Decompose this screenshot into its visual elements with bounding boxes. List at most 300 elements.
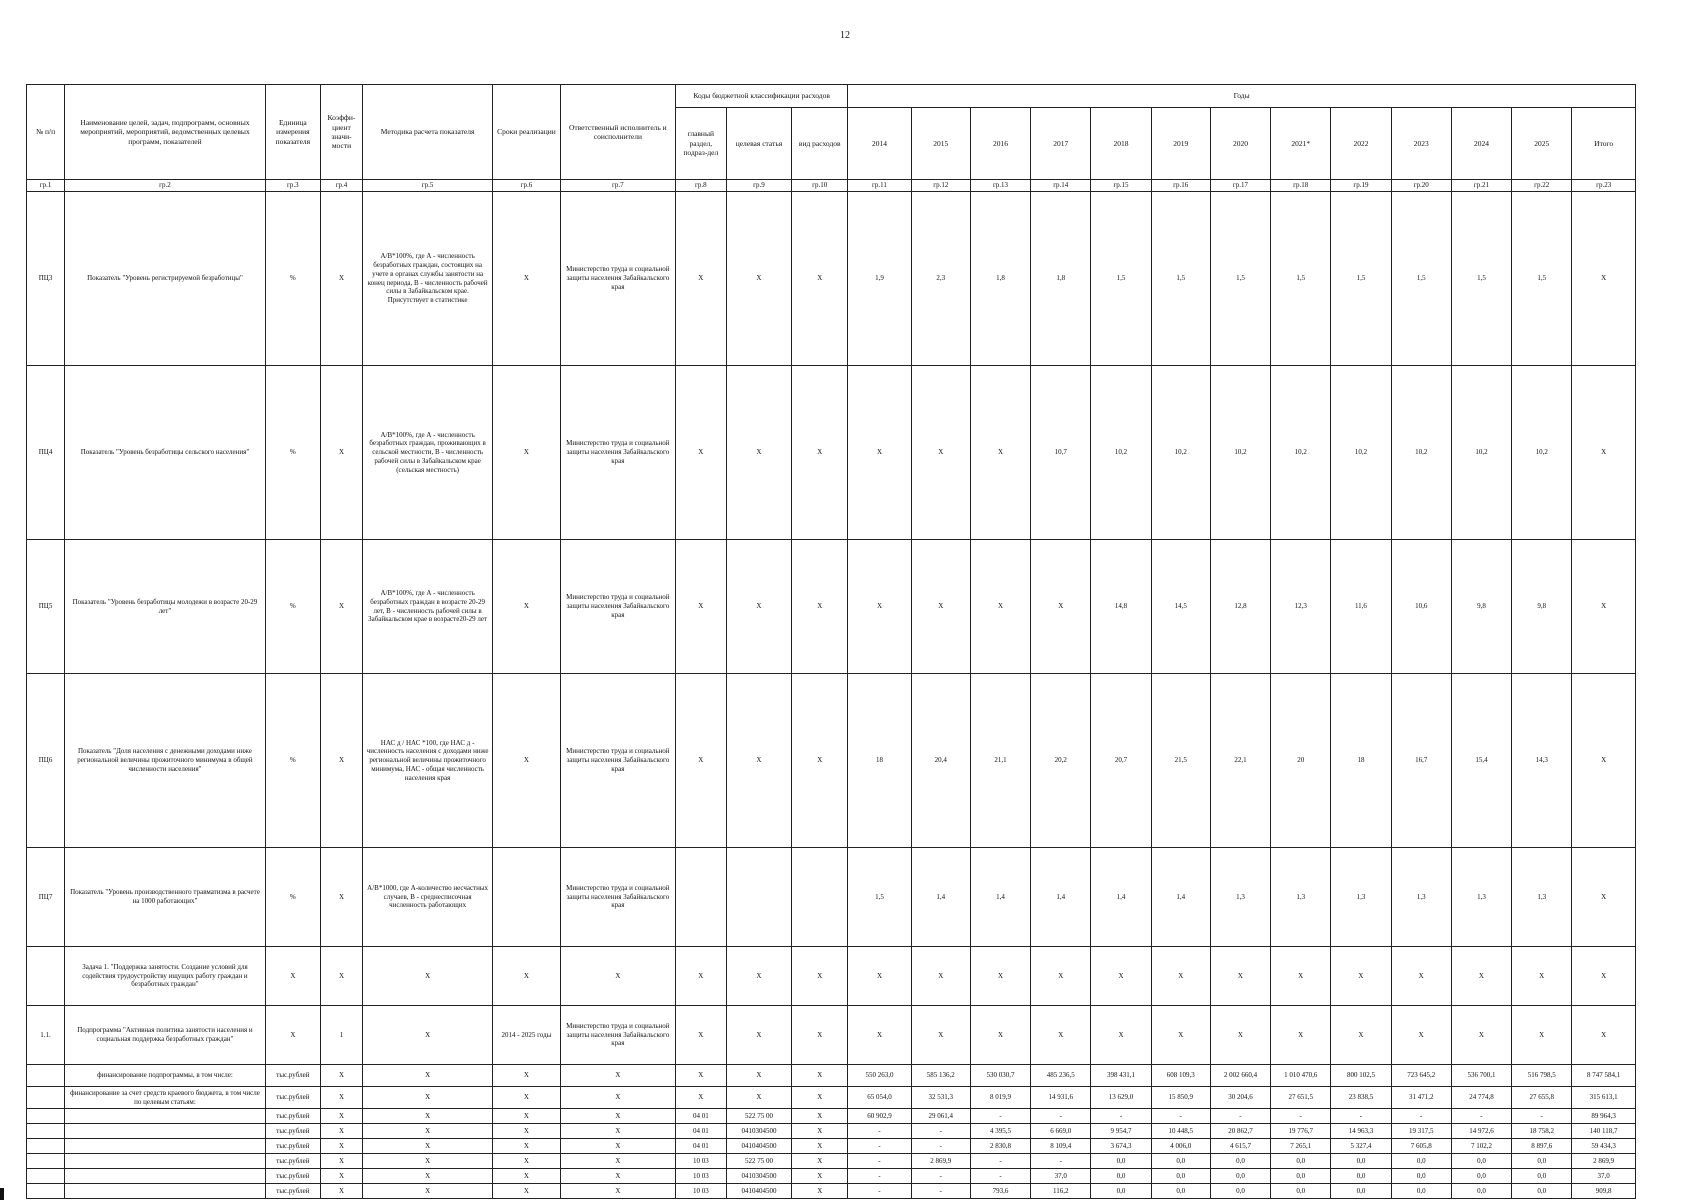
finance-cell: X [675,1065,726,1087]
finance-detail-value: 14 963,3 [1331,1124,1391,1139]
finance-unit: тыс.рублей [265,1087,320,1109]
finance-detail-cell: X [560,1184,675,1199]
finance-detail-row [27,1169,1636,1184]
indicator-name: Показатель "Уровень регистрируемой безработицы" [65,192,266,366]
group-number-cell: гр.12 [911,180,970,192]
finance-total-row [27,1065,1636,1087]
indicator-kbk: X [726,674,792,848]
finance-detail-value: 14 972,6 [1451,1124,1511,1139]
indicator-year-value: 10,2 [1331,366,1391,540]
indicator-year-value: 22,1 [1210,674,1270,848]
indicator-kbk: X [792,674,848,848]
finance-cell: X [560,1065,675,1087]
finance-detail-value: 0,0 [1391,1184,1451,1199]
indicator-name: Показатель "Уровень безработицы молодежи в возрасте 20-29 лет" [65,540,266,674]
indicator-coefficient: X [320,192,362,366]
task-cell: X [1091,947,1151,1006]
finance-detail-value: 8 897,6 [1512,1139,1572,1154]
header-year: 2020 [1210,108,1270,180]
finance-year-value: 315 613,1 [1572,1087,1636,1109]
finance-detail-value: 793,6 [970,1184,1030,1199]
indicator-year-value: 10,2 [1451,366,1511,540]
group-number-cell: гр.20 [1391,180,1451,192]
finance-detail-value: 0,0 [1210,1184,1270,1199]
subprogram-cell: X [1151,1006,1210,1065]
finance-detail-value: 9 954,7 [1091,1124,1151,1139]
finance-cell: X [560,1087,675,1109]
header-year: 2019 [1151,108,1210,180]
finance-year-value: 24 774,8 [1451,1087,1511,1109]
indicator-year-value: 1,4 [1091,848,1151,947]
indicator-number: ПЦ5 [27,540,65,674]
task-cell: X [265,947,320,1006]
indicator-year-value: 1,3 [1210,848,1270,947]
finance-blank [27,1087,65,1109]
finance-detail-row [27,1124,1636,1139]
subprogram-terms: 2014 - 2025 годы [493,1006,561,1065]
indicator-kbk: X [675,192,726,366]
finance-blank [65,1124,266,1139]
finance-blank [27,1169,65,1184]
indicator-year-value: 1,5 [1512,192,1572,366]
indicator-row [27,192,1636,366]
finance-detail-unit: тыс.рублей [265,1124,320,1139]
finance-detail-value: 89 964,3 [1572,1109,1636,1124]
finance-year-value: 23 838,5 [1331,1087,1391,1109]
finance-detail-unit: тыс.рублей [265,1184,320,1199]
indicator-year-value: 10,6 [1391,540,1451,674]
task-cell: X [1451,947,1511,1006]
finance-detail-value: 0,0 [1091,1154,1151,1169]
finance-year-value: 550 263,0 [848,1065,911,1087]
finance-detail-value: 0,0 [1210,1154,1270,1169]
header-terms: Сроки реализации [493,85,561,180]
indicator-year-value: 10,7 [1031,366,1091,540]
finance-name: финансирование за счет средств краевого бюджета, в том числе по целевым статьям: [65,1087,266,1109]
finance-year-value: 398 431,1 [1091,1065,1151,1087]
finance-cell: X [320,1065,362,1087]
subprogram-responsible: Министерство труда и социальной защиты населения Забайкальского края [560,1006,675,1065]
finance-detail-value: 0,0 [1091,1184,1151,1199]
finance-year-value: 516 798,5 [1512,1065,1572,1087]
indicator-row [27,366,1636,540]
indicator-year-value: 9,8 [1451,540,1511,674]
header-year: 2024 [1451,108,1511,180]
indicator-year-value: 14,8 [1091,540,1151,674]
task-cell: X [792,947,848,1006]
finance-detail-value: - [970,1169,1030,1184]
indicator-kbk: X [726,366,792,540]
finance-detail-value: 37,0 [1031,1169,1091,1184]
group-number-cell: гр.18 [1271,180,1331,192]
finance-blank [27,1124,65,1139]
finance-detail-value: - [970,1109,1030,1124]
indicator-name: Показатель "Уровень безработицы сельского населения" [65,366,266,540]
indicator-year-value: 20,7 [1091,674,1151,848]
subprogram-cell: X [1031,1006,1091,1065]
finance-detail-value: 0,0 [1512,1184,1572,1199]
finance-detail-cell: X [320,1169,362,1184]
finance-year-value: 14 931,6 [1031,1087,1091,1109]
indicator-responsible: Министерство труда и социальной защиты населения Забайкальского края [560,366,675,540]
indicator-year-value: 21,1 [970,674,1030,848]
indicator-number: ПЦ7 [27,848,65,947]
indicator-year-value: 1,5 [1210,192,1270,366]
group-number-cell: гр.8 [675,180,726,192]
finance-detail-kbk: 0410304500 [726,1124,792,1139]
finance-detail-value: 0,0 [1210,1169,1270,1184]
subprogram-cell: X [1572,1006,1636,1065]
indicator-number: ПЦ4 [27,366,65,540]
finance-year-value: 1 010 470,6 [1271,1065,1331,1087]
finance-year-value: 30 204,6 [1210,1087,1270,1109]
indicator-year-value: 1,5 [1451,192,1511,366]
indicator-year-value: 12,8 [1210,540,1270,674]
finance-detail-kbk: 0410404500 [726,1184,792,1199]
task-row [27,947,1636,1006]
finance-detail-value: - [1031,1109,1091,1124]
indicator-year-value: X [1572,540,1636,674]
finance-blank [65,1109,266,1124]
indicator-year-value: 21,5 [1151,674,1210,848]
task-cell: X [1271,947,1331,1006]
task-cell: X [1572,947,1636,1006]
finance-year-value: 723 645,2 [1391,1065,1451,1087]
finance-year-value: 13 629,0 [1091,1087,1151,1109]
finance-detail-cell: X [363,1124,493,1139]
finance-detail-value: 60 902,9 [848,1109,911,1124]
finance-cell: X [493,1087,561,1109]
finance-detail-kbk: X [792,1169,848,1184]
finance-detail-value: - [848,1139,911,1154]
header-year: 2014 [848,108,911,180]
finance-detail-value: 7 265,1 [1271,1139,1331,1154]
finance-blank [27,1109,65,1124]
indicator-year-value: 1,4 [911,848,970,947]
finance-detail-row [27,1154,1636,1169]
indicator-year-value: 1,3 [1512,848,1572,947]
finance-year-value: 27 655,8 [1512,1087,1572,1109]
finance-detail-value: - [911,1139,970,1154]
header-year: 2017 [1031,108,1091,180]
indicator-year-value: 10,2 [1210,366,1270,540]
indicator-year-value: 12,3 [1271,540,1331,674]
finance-detail-value: 0,0 [1391,1169,1451,1184]
subprogram-cell: X [1271,1006,1331,1065]
finance-year-value: 8 019,9 [970,1087,1030,1109]
header-year: 2025 [1512,108,1572,180]
group-number-cell: гр.16 [1151,180,1210,192]
finance-detail-value: - [911,1184,970,1199]
finance-year-value: 585 136,2 [911,1065,970,1087]
indicator-year-value: 11,6 [1331,540,1391,674]
finance-detail-value: - [848,1184,911,1199]
finance-detail-value: - [848,1154,911,1169]
finance-cell: X [675,1087,726,1109]
indicator-terms: X [493,366,561,540]
indicator-year-value: 10,2 [1271,366,1331,540]
finance-detail-unit: тыс.рублей [265,1109,320,1124]
indicator-year-value: 10,2 [1151,366,1210,540]
finance-year-value: 65 054,0 [848,1087,911,1109]
indicator-year-value: 14,5 [1151,540,1210,674]
finance-detail-kbk: X [792,1139,848,1154]
finance-detail-cell: X [560,1139,675,1154]
group-number-row [27,180,1636,192]
scan-edge-mark [0,1188,4,1200]
indicator-year-value: 15,4 [1451,674,1511,848]
indicator-year-value: 20 [1271,674,1331,848]
header-year: 2016 [970,108,1030,180]
subprogram-cell: X [1091,1006,1151,1065]
indicator-year-value: 20,2 [1031,674,1091,848]
finance-blank [27,1065,65,1087]
indicator-kbk: X [675,674,726,848]
indicator-unit: % [265,848,320,947]
finance-detail-value: 4 615,7 [1210,1139,1270,1154]
subprogram-cell: X [1512,1006,1572,1065]
task-cell: X [1331,947,1391,1006]
indicator-year-value: 1,3 [1391,848,1451,947]
group-number-cell: гр.13 [970,180,1030,192]
finance-detail-cell: X [493,1154,561,1169]
finance-year-value: 32 531,3 [911,1087,970,1109]
finance-detail-value: - [1210,1109,1270,1124]
finance-detail-kbk: X [792,1154,848,1169]
program-indicators-table [26,84,1636,1199]
indicator-year-value: 9,8 [1512,540,1572,674]
finance-detail-value: 19 776,7 [1271,1124,1331,1139]
finance-detail-cell: X [493,1169,561,1184]
finance-detail-kbk: X [792,1109,848,1124]
finance-detail-value: 0,0 [1271,1169,1331,1184]
indicator-kbk: X [675,540,726,674]
finance-cell: X [493,1065,561,1087]
indicator-year-value: 10,2 [1091,366,1151,540]
indicator-responsible: Министерство труда и социальной защиты населения Забайкальского края [560,674,675,848]
header-year: 2022 [1331,108,1391,180]
subprogram-cell: X [792,1006,848,1065]
header-years: Годы [848,85,1636,108]
task-cell: X [675,947,726,1006]
indicator-kbk [675,848,726,947]
group-number-cell: гр.10 [792,180,848,192]
finance-detail-kbk: X [792,1184,848,1199]
task-cell: X [493,947,561,1006]
indicator-year-value: X [911,540,970,674]
indicator-year-value: 10,2 [1391,366,1451,540]
indicator-year-value: X [1572,848,1636,947]
finance-detail-row [27,1139,1636,1154]
finance-detail-value: 8 109,4 [1031,1139,1091,1154]
group-number-cell: гр.23 [1572,180,1636,192]
indicator-row [27,540,1636,674]
indicator-unit: % [265,674,320,848]
indicator-kbk: X [792,366,848,540]
finance-year-value: 8 747 584,1 [1572,1065,1636,1087]
indicator-terms: X [493,540,561,674]
header-coefficient: Коэффи-циент значи-мости [320,85,362,180]
indicator-year-value: X [1572,674,1636,848]
indicator-responsible: Министерство труда и социальной защиты населения Забайкальского края [560,192,675,366]
indicator-number: ПЦ6 [27,674,65,848]
finance-detail-value: 7 102,2 [1451,1139,1511,1154]
indicator-year-value: 10,2 [1512,366,1572,540]
indicator-year-value: 18 [1331,674,1391,848]
finance-detail-kbk: 522 75 00 [726,1109,792,1124]
finance-detail-cell: X [560,1109,675,1124]
indicator-year-value: 1,3 [1331,848,1391,947]
finance-detail-cell: X [363,1154,493,1169]
subprogram-cell: X [848,1006,911,1065]
group-number-cell: гр.4 [320,180,362,192]
finance-detail-value: 18 758,2 [1512,1124,1572,1139]
indicator-method: А/В*100%, где А - численность безработных граждан в возрасте 20-29 лет, В - численность рабочей силы в Забайкальском крае в возрасте20-29 лет [363,540,493,674]
indicator-year-value: 16,7 [1391,674,1451,848]
indicator-name: Показатель "Доля населения с денежными доходами ниже региональной величины прожиточного минимума в общей численности населения" [65,674,266,848]
indicator-year-value: 20,4 [911,674,970,848]
finance-cell: X [792,1087,848,1109]
finance-detail-value: - [848,1169,911,1184]
finance-detail-kbk: 522 75 00 [726,1154,792,1169]
finance-detail-kbk: 10 03 [675,1169,726,1184]
indicator-year-value: 1,5 [1151,192,1210,366]
finance-detail-unit: тыс.рублей [265,1139,320,1154]
indicator-year-value: X [970,540,1030,674]
finance-year-value: 530 030,7 [970,1065,1030,1087]
indicator-year-value: X [1572,192,1636,366]
finance-cell: X [363,1065,493,1087]
finance-detail-row [27,1184,1636,1199]
finance-detail-value: - [1151,1109,1210,1124]
finance-detail-value: 3 674,3 [1091,1139,1151,1154]
finance-detail-value: 0,0 [1271,1154,1331,1169]
group-number-cell: гр.6 [493,180,561,192]
task-cell: X [1210,947,1270,1006]
indicator-unit: % [265,540,320,674]
indicator-year-value: 1,5 [1091,192,1151,366]
indicator-year-value: X [1031,540,1091,674]
finance-detail-cell: X [493,1184,561,1199]
finance-cell: X [363,1087,493,1109]
finance-detail-value: 0,0 [1512,1169,1572,1184]
page-number: 12 [840,30,850,41]
task-cell: X [911,947,970,1006]
finance-unit: тыс.рублей [265,1065,320,1087]
group-number-cell: гр.1 [27,180,65,192]
indicator-year-value: 1,8 [970,192,1030,366]
finance-detail-kbk: 04 01 [675,1124,726,1139]
group-number-cell: гр.15 [1091,180,1151,192]
finance-year-value: 15 850,9 [1151,1087,1210,1109]
task-cell: X [726,947,792,1006]
indicator-year-value: 1,9 [848,192,911,366]
indicator-year-value: 1,8 [1031,192,1091,366]
finance-detail-value: 6 669,0 [1031,1124,1091,1139]
header-budget-codes: Коды бюджетной классификации расходов [675,85,847,108]
finance-detail-row [27,1109,1636,1124]
header-method: Методика расчета показателя [363,85,493,180]
subprogram-number: 1.1. [27,1006,65,1065]
header-name: Наименование целей, задач, подпрограмм, основных мероприятий, мероприятий, ведомственных целевых программ, показателей [65,85,266,180]
group-number-cell: гр.11 [848,180,911,192]
indicator-coefficient: X [320,366,362,540]
indicator-unit: % [265,192,320,366]
indicator-terms: X [493,674,561,848]
finance-detail-value: - [1512,1109,1572,1124]
finance-detail-value: 10 448,5 [1151,1124,1210,1139]
indicator-method: А/В*1000, где А-количество несчастных случаев, В - среднесписочная численность работающих [363,848,493,947]
finance-blank [65,1169,266,1184]
finance-detail-value: 0,0 [1091,1169,1151,1184]
indicator-year-value: X [848,366,911,540]
finance-detail-cell: X [320,1184,362,1199]
finance-detail-value: 59 434,3 [1572,1139,1636,1154]
finance-detail-cell: X [320,1124,362,1139]
finance-blank [27,1139,65,1154]
header-year: 2018 [1091,108,1151,180]
indicator-method: НАС д / НАС *100, где НАС д - численность населения с доходами ниже региональной величины прожиточного минимума, НАС - общая численность населения края [363,674,493,848]
group-number-cell: гр.14 [1031,180,1091,192]
indicator-year-value: X [848,540,911,674]
subprogram-cell: X [911,1006,970,1065]
indicator-year-value: 18 [848,674,911,848]
finance-year-value: 800 102,5 [1331,1065,1391,1087]
group-number-cell: гр.19 [1331,180,1391,192]
indicator-year-value: 1,5 [848,848,911,947]
indicator-year-value: 1,3 [1451,848,1511,947]
header-kbk-col: главный раздел, подраз-дел [675,108,726,180]
finance-detail-cell: X [363,1139,493,1154]
finance-detail-unit: тыс.рублей [265,1154,320,1169]
finance-detail-value: 0,0 [1451,1169,1511,1184]
finance-detail-value: 29 061,4 [911,1109,970,1124]
finance-cell: X [726,1065,792,1087]
subprogram-row [27,1006,1636,1065]
finance-detail-cell: X [363,1184,493,1199]
finance-detail-value: 0,0 [1391,1154,1451,1169]
task-cell: X [1031,947,1091,1006]
finance-detail-kbk: 04 01 [675,1109,726,1124]
indicator-coefficient: X [320,674,362,848]
finance-detail-cell: X [493,1139,561,1154]
indicator-year-value: 1,5 [1391,192,1451,366]
finance-detail-value: 909,8 [1572,1184,1636,1199]
indicator-method: А/В*100%, где А - численность безработных граждан, проживающих в сельской местности, В - численность рабочей силы в Забайкальском крае (сельская местность) [363,366,493,540]
finance-detail-kbk: X [792,1124,848,1139]
finance-cell: X [726,1087,792,1109]
task-cell: X [1391,947,1451,1006]
header-number: № п/п [27,85,65,180]
indicator-year-value: 1,5 [1331,192,1391,366]
group-number-cell: гр.5 [363,180,493,192]
finance-cell: X [792,1065,848,1087]
finance-detail-value: 0,0 [1331,1169,1391,1184]
indicator-year-value: 1,4 [1031,848,1091,947]
finance-detail-value: 0,0 [1151,1169,1210,1184]
indicator-number: ПЦ3 [27,192,65,366]
finance-detail-value: 2 830,8 [970,1139,1030,1154]
indicator-unit: % [265,366,320,540]
finance-blank [65,1184,266,1199]
finance-detail-value: 4 395,5 [970,1124,1030,1139]
finance-detail-kbk: 0410304500 [726,1169,792,1184]
group-number-cell: гр.7 [560,180,675,192]
finance-detail-cell: X [320,1139,362,1154]
finance-detail-value: - [1451,1109,1511,1124]
finance-regional-row [27,1087,1636,1109]
indicator-name: Показатель "Уровень производственного травматизма в расчете на 1000 работающих" [65,848,266,947]
